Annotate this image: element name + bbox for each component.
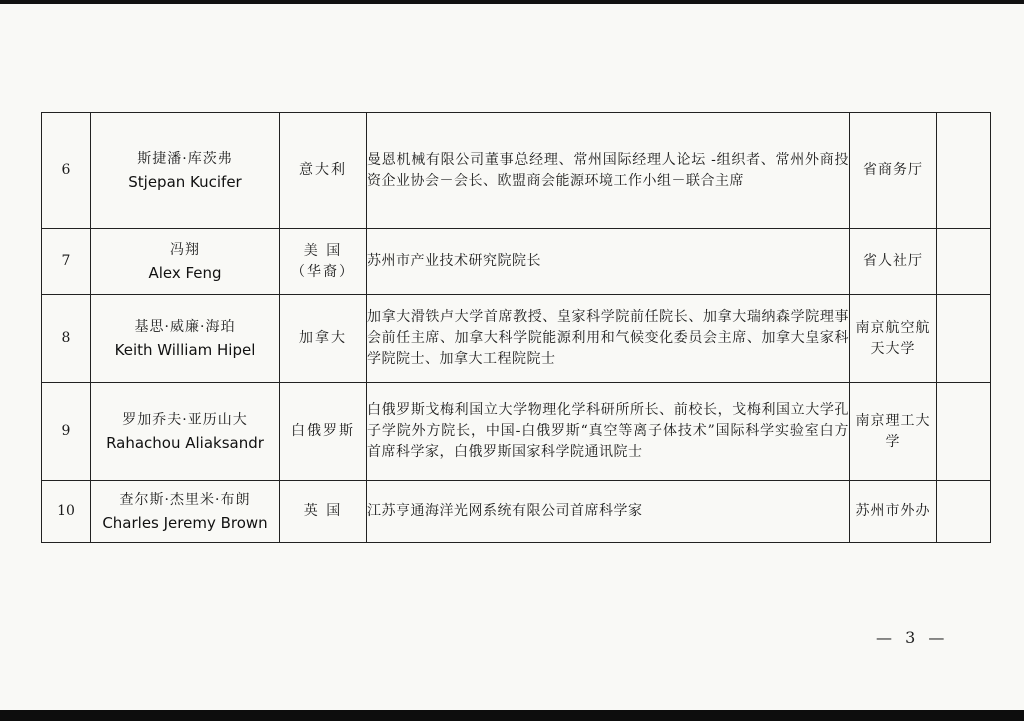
title-cell: 曼恩机械有限公司董事总经理、常州国际经理人论坛 -组织者、常州外商投资企业协会－会长、欧盟商会能源环境工作小组－联合主席 — [367, 113, 850, 229]
name-cell — [91, 113, 280, 229]
title-cell: 江苏亨通海洋光网系统有限公司首席科学家 — [367, 481, 850, 543]
recommender-cell: 省商务厅 — [850, 113, 937, 229]
table-row — [42, 229, 991, 295]
row-number: 6 — [42, 113, 91, 229]
empty-cell — [937, 383, 991, 481]
row-number: 8 — [42, 295, 91, 383]
scan-edge-bottom — [0, 710, 1024, 721]
country-text: 意大利 — [299, 162, 347, 178]
name-cell — [91, 295, 280, 383]
country-text: 加拿大 — [299, 330, 347, 346]
table-row — [42, 383, 991, 481]
recommender-cell: 南京理工大学 — [850, 383, 937, 481]
row-number: 10 — [42, 481, 91, 543]
table-row — [42, 295, 991, 383]
english-name: Stjepan Kucifer — [128, 172, 242, 191]
table-row — [42, 113, 991, 229]
country-note: （华裔） — [291, 263, 355, 280]
personnel-table — [41, 112, 991, 543]
chinese-name: 罗加乔夫·亚历山大 — [122, 411, 248, 428]
chinese-name: 查尔斯·杰里米·布朗 — [119, 491, 251, 508]
empty-cell — [937, 113, 991, 229]
table-row — [42, 481, 991, 543]
country-cell — [280, 295, 367, 383]
country-cell — [280, 481, 367, 543]
country-text: 英 国 — [303, 503, 343, 519]
title-cell: 苏州市产业技术研究院院长 — [367, 229, 850, 295]
chinese-name: 基思·威廉·海珀 — [134, 318, 236, 335]
row-number: 9 — [42, 383, 91, 481]
name-cell — [91, 383, 280, 481]
english-name: Rahachou Aliaksandr — [106, 433, 264, 452]
recommender-cell: 苏州市外办 — [850, 481, 937, 543]
chinese-name: 冯翔 — [170, 241, 200, 258]
title-cell: 加拿大滑铁卢大学首席教授、皇家科学院前任院长、加拿大瑞纳森学院理事会前任主席、加拿大科学院能源利用和气候变化委员会主席、加拿大皇家科学院院士、加拿大工程院院士 — [367, 295, 850, 383]
english-name: Alex Feng — [148, 263, 222, 282]
name-cell — [91, 229, 280, 295]
english-name: Keith William Hipel — [114, 340, 256, 359]
row-number: 7 — [42, 229, 91, 295]
name-cell — [91, 481, 280, 543]
country-text: 美 国 — [303, 242, 343, 259]
english-name: Charles Jeremy Brown — [102, 513, 268, 532]
empty-cell — [937, 481, 991, 543]
recommender-cell: 省人社厅 — [850, 229, 937, 295]
page-number: — 3 — — [876, 628, 949, 647]
country-cell — [280, 229, 367, 295]
country-text: 白俄罗斯 — [291, 423, 355, 439]
empty-cell — [937, 229, 991, 295]
country-cell — [280, 113, 367, 229]
empty-cell — [937, 295, 991, 383]
chinese-name: 斯捷潘·库茨弗 — [137, 150, 233, 167]
country-cell — [280, 383, 367, 481]
recommender-cell: 南京航空航天大学 — [850, 295, 937, 383]
title-cell: 白俄罗斯戈梅利国立大学物理化学科研所所长、前校长，戈梅利国立大学孔子学院外方院长，中国-白俄罗斯“真空等离子体技术”国际科学实验室白方首席科学家，白俄罗斯国家科学院通讯院士 — [367, 383, 850, 481]
